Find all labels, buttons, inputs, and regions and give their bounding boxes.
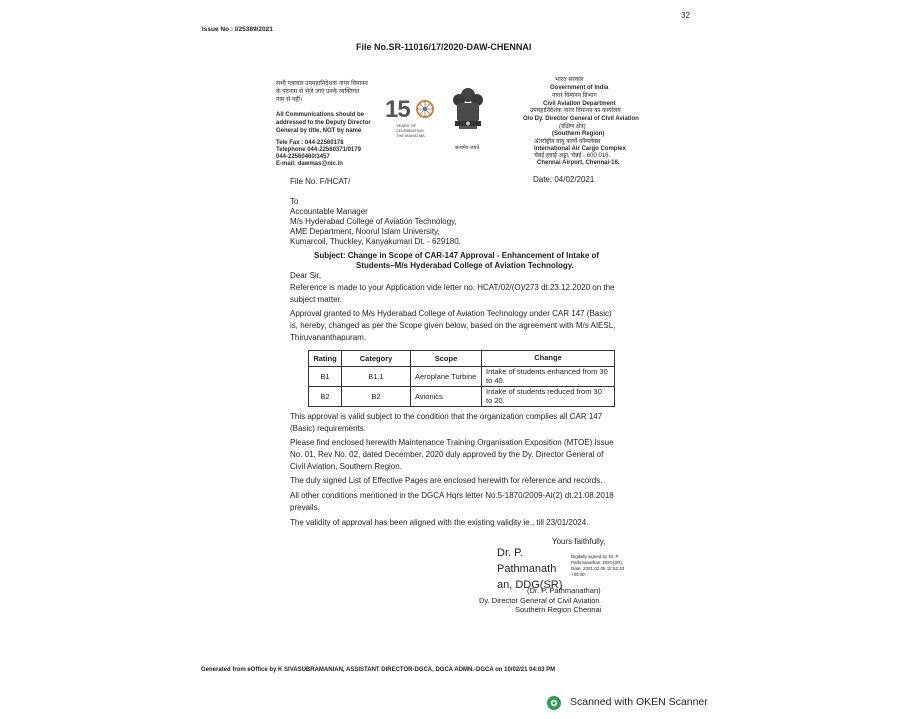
cell-change: Intake of students reduced from 30 to 20. bbox=[482, 387, 615, 407]
right-header-2: Government of India bbox=[550, 85, 609, 91]
para-4-line-2: No. 01, Rev No. 02, dated December, 2020 duly approved by the Dy. Director General of bbox=[290, 450, 604, 459]
para-7: The validity of approval has been aligned with the existing validity ie., till 23/01/2024. bbox=[290, 518, 589, 527]
cell-change: Intake of students enhanced from 30 to 40. bbox=[482, 367, 615, 387]
cell-rating: B2 bbox=[309, 387, 342, 407]
table-header-row bbox=[309, 351, 615, 367]
scanner-badge-text: Scanned with OKEN Scanner bbox=[570, 696, 708, 708]
cell-rating: B1 bbox=[309, 367, 342, 387]
subject-line-1: Subject: Change in Scope of CAR-147 Approval - Enhancement of Intake of bbox=[314, 251, 600, 260]
emblem-caption: सत्यमेव जयते bbox=[455, 145, 480, 151]
cell-scope: Avionics bbox=[411, 387, 482, 407]
chakra-icon bbox=[415, 99, 435, 119]
digital-sign-3: Date: 2021.02.05 12:52:43 bbox=[571, 566, 625, 571]
file-title: File No.SR-11016/17/2020-DAW-CHENNAI bbox=[356, 42, 532, 52]
right-header-12: Chennai Airport, Chennai-16. bbox=[537, 160, 620, 166]
right-header-5: उपमहानिदेशक नागर विमानन का कार्यालय bbox=[530, 108, 621, 114]
logo-caption-1: YEARS OF bbox=[396, 123, 417, 128]
logo-caption-3: THE MAHATMA bbox=[396, 133, 425, 138]
left-header-english-2: addressed to the Deputy Director bbox=[276, 120, 371, 126]
digital-sign-2: Pathmanathan, DDG(SR) bbox=[571, 560, 623, 565]
header-scope: Scope bbox=[411, 351, 482, 367]
address-to: To bbox=[290, 197, 299, 206]
header-rating: Rating bbox=[309, 351, 342, 367]
signature-name-2: Pathmanath bbox=[497, 563, 557, 575]
scope-table bbox=[308, 350, 615, 407]
para-4-line-1: Please find enclosed herewith Maintenance Training Organisation Exposition (MTOE) Issue bbox=[290, 438, 614, 447]
telephone: Telephone 044-22560371/0179 bbox=[276, 147, 361, 153]
eoffice-footer: Generated from eOffice by K SIVASUBRAMANIAN, ASSISTANT DIRECTOR-DGCA, DGCA ADMN.-DGCA on 10/02/21 04:03 PM bbox=[201, 667, 556, 673]
para-6-line-1: All other conditions mentioned in the DGCA Hqrs letter No.5-1870/2009-AI(2) dt.21.08.2018 bbox=[290, 491, 614, 500]
designation-2: Southern Region Chennai bbox=[515, 605, 602, 614]
signature-name-1: Dr. P. bbox=[497, 547, 524, 559]
address-line-3: AME Department, Noorul Islam University, bbox=[290, 227, 440, 236]
designation-1: Dy. Director General of Civil Aviation bbox=[479, 596, 600, 605]
para-2-line-1: Approval granted to M/s Hyderabad College of Aviation Technology under CAR 147 (Basic) bbox=[290, 309, 612, 318]
right-header-11: चेन्नई हवाई अड्डा, चेन्नई - 600 016. bbox=[534, 153, 611, 159]
logo-number: 15 bbox=[385, 96, 410, 123]
left-header-hindi-2: के पदनाम से भेजे जाएं उनके व्यक्तिगत bbox=[276, 89, 360, 95]
telephone-2: 044-22560460/3457 bbox=[276, 154, 330, 160]
address-line-4: Kumarcoil, Thuckley, Kanyakumari Dt. - 629180. bbox=[290, 237, 461, 246]
left-header-hindi-3: नाम से नहीं। bbox=[276, 97, 303, 103]
salutation: Dear Sir, bbox=[290, 271, 322, 280]
printed-name: (Dr. P. Pathmanathan) bbox=[527, 586, 601, 595]
right-header-1: भारत सरकार bbox=[555, 77, 584, 83]
right-header-8: (Southern Region) bbox=[552, 131, 605, 137]
digital-sign-4: +05'30' bbox=[571, 572, 586, 577]
email: E-mail: dawmas@nic.in bbox=[276, 161, 343, 167]
header-change: Change bbox=[482, 351, 615, 367]
file-number: File No. F/HCAT/ bbox=[290, 177, 351, 186]
signature-name-3: an, DDG(SR) bbox=[497, 579, 563, 591]
para-5: The duly signed List of Effective Pages are enclosed herewith for reference and records. bbox=[290, 476, 603, 485]
cell-category: B2 bbox=[342, 387, 411, 407]
cell-category: B1.1 bbox=[342, 367, 411, 387]
para-3-line-1: This approval is valid subject to the condition that the organization complies all CAR 147 bbox=[290, 412, 603, 421]
right-header-3: नागर विमानन विभाग bbox=[552, 93, 597, 99]
right-header-10: International Air Cargo Complex bbox=[534, 146, 626, 152]
oken-scanner-logo-icon bbox=[546, 695, 562, 711]
para-1-line-2: subject matter. bbox=[290, 295, 343, 304]
closing: Yours faithfully, bbox=[552, 537, 606, 546]
cell-scope: Aeroplane Turbine bbox=[411, 367, 482, 387]
digital-sign-1: Digitally signed by Dr. P. bbox=[571, 554, 620, 559]
para-2-line-3: Thiruvananthapuram. bbox=[290, 333, 367, 342]
tele-fax: Tele Fax : 044-22560178 bbox=[276, 140, 344, 146]
left-header-english-3: General by title, NOT by name bbox=[276, 128, 362, 134]
right-header-6: O/o Dy. Director General of Civil Aviation bbox=[523, 116, 639, 122]
right-header-7: (दक्षिण क्षेत्र) bbox=[559, 124, 586, 130]
left-header-hindi-1: सभी पत्राचार उपमहानिदेशक नागर विमानन bbox=[276, 81, 368, 87]
address-line-1: Accountable Manager bbox=[290, 207, 368, 216]
para-1-line-1: Reference is made to your Application vide letter no. HCAT/02/(O)/273 dt.23.12.2020 on the bbox=[290, 283, 615, 292]
logo-caption-2: CELEBRATING bbox=[396, 128, 424, 133]
right-header-9: अंतर्राष्ट्रीय वायु कार्गो कॉम्प्लेक्स bbox=[534, 139, 601, 145]
subject-line-2: Students–M/s Hyderabad College of Aviation Technology. bbox=[356, 261, 574, 270]
right-header-4: Civil Aviation Department bbox=[543, 101, 616, 107]
letter-date: Date: 04/02/2021 bbox=[533, 175, 595, 184]
header-category: Category bbox=[342, 351, 411, 367]
para-3-line-2: (Basic) requirements. bbox=[290, 424, 367, 433]
para-6-line-2: prevails. bbox=[290, 503, 320, 512]
table-row bbox=[309, 367, 615, 387]
page-number: 32 bbox=[681, 11, 690, 20]
para-2-line-2: is, hereby, changed as per the Scope given below, based on the agreement with M/s AIESL, bbox=[290, 321, 616, 330]
para-4-line-3: Civil Aviation, Southern Region. bbox=[290, 462, 402, 471]
issue-number: Issue No : I/25389/2021 bbox=[202, 26, 273, 33]
left-header-english-1: All Communications should be bbox=[276, 112, 365, 118]
table-row bbox=[309, 387, 615, 407]
national-emblem-icon bbox=[450, 86, 486, 140]
address-line-2: M/s Hyderabad College of Aviation Technology, bbox=[290, 217, 457, 226]
